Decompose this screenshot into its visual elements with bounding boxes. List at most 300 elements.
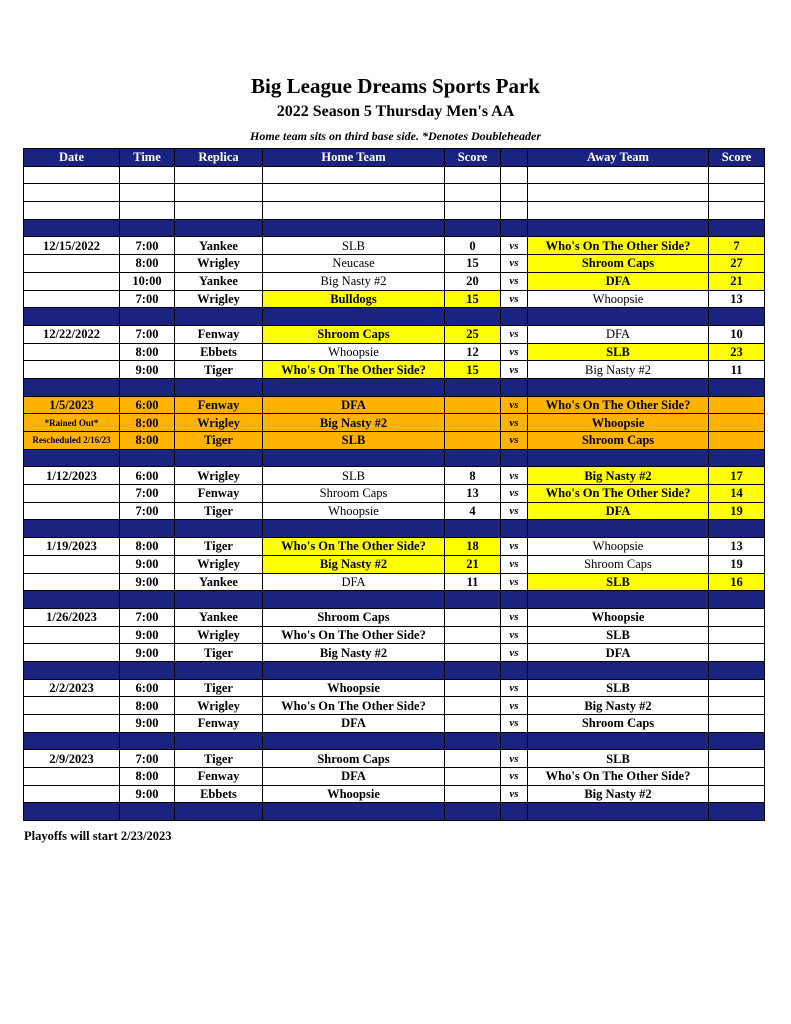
separator-cell bbox=[501, 520, 528, 538]
separator-row bbox=[24, 661, 765, 679]
separator-cell bbox=[24, 219, 120, 237]
away-team-cell: Shroom Caps bbox=[528, 555, 709, 573]
vs-cell: vs bbox=[501, 644, 528, 662]
home-team-cell: DFA bbox=[263, 573, 445, 591]
separator-cell bbox=[709, 449, 765, 467]
separator-cell bbox=[120, 219, 175, 237]
separator-cell bbox=[709, 219, 765, 237]
col-header-time: Time bbox=[120, 149, 175, 167]
date-cell: 1/12/2023 bbox=[24, 467, 120, 485]
home-team-cell: Shroom Caps bbox=[263, 608, 445, 626]
rainout-row bbox=[24, 414, 765, 432]
time-cell: 8:00 bbox=[120, 432, 175, 450]
separator-cell bbox=[528, 803, 709, 821]
game-row bbox=[24, 644, 765, 662]
separator-cell bbox=[709, 803, 765, 821]
date-cell bbox=[24, 361, 120, 379]
away-score-cell: 16 bbox=[709, 573, 765, 591]
blank-cell bbox=[175, 166, 263, 184]
replica-cell: Wrigley bbox=[175, 414, 263, 432]
home-score-cell bbox=[445, 715, 501, 733]
home-team-cell: Who's On The Other Side? bbox=[263, 538, 445, 556]
away-team-cell: DFA bbox=[528, 272, 709, 290]
blank-cell bbox=[24, 202, 120, 220]
replica-cell: Tiger bbox=[175, 538, 263, 556]
table-header-row bbox=[24, 149, 765, 167]
home-score-cell: 12 bbox=[445, 343, 501, 361]
vs-cell: vs bbox=[501, 679, 528, 697]
separator-cell bbox=[445, 661, 501, 679]
blank-cell bbox=[528, 184, 709, 202]
time-cell: 7:00 bbox=[120, 325, 175, 343]
date-cell: 1/26/2023 bbox=[24, 608, 120, 626]
page-subtitle: 2022 Season 5 Thursday Men's AA bbox=[276, 103, 515, 120]
time-cell: 9:00 bbox=[120, 555, 175, 573]
separator-cell bbox=[501, 378, 528, 396]
separator-row bbox=[24, 219, 765, 237]
separator-cell bbox=[528, 378, 709, 396]
away-score-cell bbox=[709, 750, 765, 768]
blank-cell bbox=[528, 202, 709, 220]
date-cell: Rescheduled 2/16/23 bbox=[24, 432, 120, 450]
home-team-cell: SLB bbox=[263, 432, 445, 450]
away-score-cell bbox=[709, 608, 765, 626]
home-score-cell: 11 bbox=[445, 573, 501, 591]
separator-cell bbox=[24, 732, 120, 750]
game-row bbox=[24, 485, 765, 503]
game-row bbox=[24, 502, 765, 520]
separator-cell bbox=[263, 219, 445, 237]
separator-cell bbox=[263, 732, 445, 750]
game-row bbox=[24, 538, 765, 556]
game-row bbox=[24, 237, 765, 255]
separator-cell bbox=[445, 219, 501, 237]
home-score-cell: 25 bbox=[445, 325, 501, 343]
away-score-cell bbox=[709, 626, 765, 644]
separator-cell bbox=[175, 520, 263, 538]
blank-cell bbox=[709, 202, 765, 220]
away-team-cell: Who's On The Other Side? bbox=[528, 396, 709, 414]
game-row bbox=[24, 750, 765, 768]
replica-cell: Tiger bbox=[175, 361, 263, 379]
time-cell: 8:00 bbox=[120, 343, 175, 361]
vs-cell: vs bbox=[501, 414, 528, 432]
blank-cell bbox=[528, 166, 709, 184]
time-cell: 9:00 bbox=[120, 361, 175, 379]
game-row bbox=[24, 272, 765, 290]
blank-cell bbox=[709, 166, 765, 184]
home-team-cell: DFA bbox=[263, 768, 445, 786]
blank-cell bbox=[501, 202, 528, 220]
separator-cell bbox=[120, 308, 175, 326]
separator-row bbox=[24, 308, 765, 326]
date-cell bbox=[24, 715, 120, 733]
replica-cell: Tiger bbox=[175, 432, 263, 450]
game-row bbox=[24, 626, 765, 644]
home-score-cell bbox=[445, 697, 501, 715]
blank-cell bbox=[501, 184, 528, 202]
home-score-cell bbox=[445, 432, 501, 450]
separator-cell bbox=[445, 449, 501, 467]
separator-cell bbox=[709, 591, 765, 609]
home-score-cell bbox=[445, 626, 501, 644]
separator-cell bbox=[120, 803, 175, 821]
blank-cell bbox=[501, 166, 528, 184]
home-team-cell: Whoopsie bbox=[263, 679, 445, 697]
home-team-cell: Shroom Caps bbox=[263, 750, 445, 768]
separator-cell bbox=[501, 732, 528, 750]
separator-cell bbox=[24, 661, 120, 679]
time-cell: 7:00 bbox=[120, 608, 175, 626]
blank-cell bbox=[445, 184, 501, 202]
schedule-table bbox=[23, 148, 765, 821]
home-team-cell: SLB bbox=[263, 467, 445, 485]
date-cell bbox=[24, 644, 120, 662]
blank-cell bbox=[24, 184, 120, 202]
game-row bbox=[24, 573, 765, 591]
game-row bbox=[24, 715, 765, 733]
home-score-cell: 0 bbox=[445, 237, 501, 255]
separator-cell bbox=[120, 661, 175, 679]
col-header-replica: Replica bbox=[175, 149, 263, 167]
replica-cell: Fenway bbox=[175, 768, 263, 786]
separator-row bbox=[24, 803, 765, 821]
separator-cell bbox=[120, 732, 175, 750]
separator-cell bbox=[175, 732, 263, 750]
separator-cell bbox=[501, 449, 528, 467]
col-header-date: Date bbox=[24, 149, 120, 167]
away-team-cell: DFA bbox=[528, 644, 709, 662]
replica-cell: Wrigley bbox=[175, 255, 263, 273]
separator-cell bbox=[24, 520, 120, 538]
time-cell: 9:00 bbox=[120, 785, 175, 803]
time-cell: 10:00 bbox=[120, 272, 175, 290]
vs-cell: vs bbox=[501, 538, 528, 556]
home-score-cell: 15 bbox=[445, 290, 501, 308]
date-cell bbox=[24, 573, 120, 591]
vs-cell: vs bbox=[501, 396, 528, 414]
away-team-cell: SLB bbox=[528, 573, 709, 591]
away-team-cell: DFA bbox=[528, 502, 709, 520]
page-title: Big League Dreams Sports Park bbox=[251, 74, 540, 98]
replica-cell: Wrigley bbox=[175, 555, 263, 573]
vs-cell: vs bbox=[501, 555, 528, 573]
home-team-cell: Who's On The Other Side? bbox=[263, 697, 445, 715]
replica-cell: Yankee bbox=[175, 272, 263, 290]
home-team-cell: Big Nasty #2 bbox=[263, 272, 445, 290]
away-team-cell: SLB bbox=[528, 750, 709, 768]
date-cell bbox=[24, 343, 120, 361]
date-cell bbox=[24, 290, 120, 308]
separator-cell bbox=[501, 591, 528, 609]
time-cell: 8:00 bbox=[120, 255, 175, 273]
time-cell: 7:00 bbox=[120, 502, 175, 520]
away-score-cell bbox=[709, 768, 765, 786]
replica-cell: Yankee bbox=[175, 573, 263, 591]
separator-cell bbox=[175, 378, 263, 396]
home-score-cell bbox=[445, 750, 501, 768]
home-score-cell: 18 bbox=[445, 538, 501, 556]
away-score-cell: 19 bbox=[709, 502, 765, 520]
blank-cell bbox=[263, 202, 445, 220]
separator-cell bbox=[263, 591, 445, 609]
replica-cell: Tiger bbox=[175, 750, 263, 768]
away-score-cell bbox=[709, 644, 765, 662]
vs-cell: vs bbox=[501, 750, 528, 768]
away-team-cell: Big Nasty #2 bbox=[528, 467, 709, 485]
col-header-vs bbox=[501, 149, 528, 167]
time-cell: 7:00 bbox=[120, 290, 175, 308]
separator-cell bbox=[528, 308, 709, 326]
separator-cell bbox=[501, 219, 528, 237]
home-team-cell: Big Nasty #2 bbox=[263, 555, 445, 573]
separator-cell bbox=[445, 803, 501, 821]
time-cell: 9:00 bbox=[120, 715, 175, 733]
game-row bbox=[24, 255, 765, 273]
date-cell bbox=[24, 272, 120, 290]
blank-row bbox=[24, 166, 765, 184]
time-cell: 7:00 bbox=[120, 485, 175, 503]
time-cell: 9:00 bbox=[120, 626, 175, 644]
col-header-home-score: Score bbox=[445, 149, 501, 167]
vs-cell: vs bbox=[501, 255, 528, 273]
vs-cell: vs bbox=[501, 573, 528, 591]
blank-cell bbox=[175, 202, 263, 220]
replica-cell: Wrigley bbox=[175, 697, 263, 715]
vs-cell: vs bbox=[501, 785, 528, 803]
home-score-cell: 15 bbox=[445, 255, 501, 273]
vs-cell: vs bbox=[501, 608, 528, 626]
blank-row bbox=[24, 184, 765, 202]
vs-cell: vs bbox=[501, 715, 528, 733]
replica-cell: Ebbets bbox=[175, 785, 263, 803]
separator-cell bbox=[528, 732, 709, 750]
date-cell: *Rained Out* bbox=[24, 414, 120, 432]
rainout-row bbox=[24, 396, 765, 414]
time-cell: 8:00 bbox=[120, 768, 175, 786]
home-team-cell: Whoopsie bbox=[263, 343, 445, 361]
vs-cell: vs bbox=[501, 502, 528, 520]
away-team-cell: Whoopsie bbox=[528, 290, 709, 308]
col-header-away-team: Away Team bbox=[528, 149, 709, 167]
separator-cell bbox=[528, 661, 709, 679]
game-row bbox=[24, 679, 765, 697]
date-cell bbox=[24, 502, 120, 520]
away-score-cell: 27 bbox=[709, 255, 765, 273]
replica-cell: Ebbets bbox=[175, 343, 263, 361]
home-score-cell bbox=[445, 679, 501, 697]
away-score-cell bbox=[709, 697, 765, 715]
game-row bbox=[24, 785, 765, 803]
vs-cell: vs bbox=[501, 697, 528, 715]
time-cell: 9:00 bbox=[120, 644, 175, 662]
replica-cell: Yankee bbox=[175, 608, 263, 626]
away-team-cell: Big Nasty #2 bbox=[528, 361, 709, 379]
date-cell bbox=[24, 255, 120, 273]
date-cell bbox=[24, 697, 120, 715]
separator-cell bbox=[120, 520, 175, 538]
home-team-cell: DFA bbox=[263, 396, 445, 414]
separator-cell bbox=[175, 308, 263, 326]
away-team-cell: DFA bbox=[528, 325, 709, 343]
separator-row bbox=[24, 732, 765, 750]
replica-cell: Wrigley bbox=[175, 467, 263, 485]
replica-cell: Fenway bbox=[175, 325, 263, 343]
away-team-cell: Whoopsie bbox=[528, 608, 709, 626]
date-cell bbox=[24, 785, 120, 803]
home-score-cell bbox=[445, 785, 501, 803]
replica-cell: Fenway bbox=[175, 715, 263, 733]
separator-cell bbox=[528, 591, 709, 609]
away-score-cell bbox=[709, 785, 765, 803]
time-cell: 8:00 bbox=[120, 414, 175, 432]
date-cell bbox=[24, 768, 120, 786]
separator-cell bbox=[445, 308, 501, 326]
home-team-cell: Big Nasty #2 bbox=[263, 414, 445, 432]
away-team-cell: Who's On The Other Side? bbox=[528, 485, 709, 503]
time-cell: 9:00 bbox=[120, 573, 175, 591]
separator-cell bbox=[709, 732, 765, 750]
replica-cell: Wrigley bbox=[175, 290, 263, 308]
separator-row bbox=[24, 378, 765, 396]
replica-cell: Tiger bbox=[175, 502, 263, 520]
away-score-cell: 14 bbox=[709, 485, 765, 503]
vs-cell: vs bbox=[501, 485, 528, 503]
separator-cell bbox=[175, 803, 263, 821]
col-header-home-team: Home Team bbox=[263, 149, 445, 167]
date-cell: 2/2/2023 bbox=[24, 679, 120, 697]
game-row bbox=[24, 343, 765, 361]
away-score-cell bbox=[709, 414, 765, 432]
separator-cell bbox=[528, 219, 709, 237]
time-cell: 7:00 bbox=[120, 750, 175, 768]
blank-cell bbox=[120, 184, 175, 202]
vs-cell: vs bbox=[501, 325, 528, 343]
blank-cell bbox=[24, 166, 120, 184]
home-score-cell bbox=[445, 414, 501, 432]
away-team-cell: SLB bbox=[528, 343, 709, 361]
away-team-cell: Big Nasty #2 bbox=[528, 697, 709, 715]
blank-cell bbox=[445, 166, 501, 184]
blank-cell bbox=[120, 202, 175, 220]
separator-row bbox=[24, 449, 765, 467]
replica-cell: Wrigley bbox=[175, 626, 263, 644]
time-cell: 6:00 bbox=[120, 396, 175, 414]
home-team-cell: Whoopsie bbox=[263, 785, 445, 803]
date-cell bbox=[24, 626, 120, 644]
game-row bbox=[24, 467, 765, 485]
away-score-cell bbox=[709, 432, 765, 450]
home-team-cell: Shroom Caps bbox=[263, 325, 445, 343]
separator-cell bbox=[263, 661, 445, 679]
blank-row bbox=[24, 202, 765, 220]
date-cell: 12/22/2022 bbox=[24, 325, 120, 343]
away-team-cell: SLB bbox=[528, 679, 709, 697]
vs-cell: vs bbox=[501, 343, 528, 361]
replica-cell: Tiger bbox=[175, 679, 263, 697]
away-team-cell: Shroom Caps bbox=[528, 715, 709, 733]
separator-cell bbox=[445, 378, 501, 396]
vs-cell: vs bbox=[501, 237, 528, 255]
home-team-cell: Bulldogs bbox=[263, 290, 445, 308]
away-score-cell: 7 bbox=[709, 237, 765, 255]
replica-cell: Yankee bbox=[175, 237, 263, 255]
separator-cell bbox=[528, 520, 709, 538]
separator-cell bbox=[175, 591, 263, 609]
separator-cell bbox=[175, 449, 263, 467]
home-team-cell: SLB bbox=[263, 237, 445, 255]
home-score-cell bbox=[445, 644, 501, 662]
time-cell: 8:00 bbox=[120, 538, 175, 556]
date-cell bbox=[24, 555, 120, 573]
away-score-cell: 23 bbox=[709, 343, 765, 361]
vs-cell: vs bbox=[501, 768, 528, 786]
game-row bbox=[24, 361, 765, 379]
vs-cell: vs bbox=[501, 272, 528, 290]
vs-cell: vs bbox=[501, 467, 528, 485]
home-score-cell bbox=[445, 608, 501, 626]
separator-cell bbox=[263, 378, 445, 396]
blank-cell bbox=[120, 166, 175, 184]
separator-row bbox=[24, 520, 765, 538]
blank-cell bbox=[445, 202, 501, 220]
separator-cell bbox=[709, 520, 765, 538]
away-score-cell bbox=[709, 679, 765, 697]
home-team-cell: Neucase bbox=[263, 255, 445, 273]
game-row bbox=[24, 768, 765, 786]
separator-row bbox=[24, 591, 765, 609]
blank-cell bbox=[175, 184, 263, 202]
away-score-cell: 19 bbox=[709, 555, 765, 573]
date-cell: 1/19/2023 bbox=[24, 538, 120, 556]
away-team-cell: Who's On The Other Side? bbox=[528, 237, 709, 255]
away-score-cell: 10 bbox=[709, 325, 765, 343]
date-cell bbox=[24, 485, 120, 503]
playoffs-note: Playoffs will start 2/23/2023 bbox=[24, 829, 172, 843]
home-score-cell: 13 bbox=[445, 485, 501, 503]
separator-cell bbox=[263, 803, 445, 821]
vs-cell: vs bbox=[501, 290, 528, 308]
rainout-row bbox=[24, 432, 765, 450]
game-row bbox=[24, 697, 765, 715]
vs-cell: vs bbox=[501, 361, 528, 379]
separator-cell bbox=[24, 449, 120, 467]
time-cell: 7:00 bbox=[120, 237, 175, 255]
home-team-cell: Big Nasty #2 bbox=[263, 644, 445, 662]
home-team-cell: DFA bbox=[263, 715, 445, 733]
time-cell: 6:00 bbox=[120, 467, 175, 485]
away-team-cell: Shroom Caps bbox=[528, 432, 709, 450]
separator-cell bbox=[501, 803, 528, 821]
away-score-cell: 13 bbox=[709, 290, 765, 308]
home-team-cell: Shroom Caps bbox=[263, 485, 445, 503]
away-score-cell bbox=[709, 396, 765, 414]
date-cell: 2/9/2023 bbox=[24, 750, 120, 768]
game-row bbox=[24, 608, 765, 626]
vs-cell: vs bbox=[501, 432, 528, 450]
replica-cell: Fenway bbox=[175, 396, 263, 414]
time-cell: 6:00 bbox=[120, 679, 175, 697]
away-team-cell: Whoopsie bbox=[528, 538, 709, 556]
away-score-cell: 13 bbox=[709, 538, 765, 556]
away-team-cell: SLB bbox=[528, 626, 709, 644]
home-team-cell: Who's On The Other Side? bbox=[263, 626, 445, 644]
separator-cell bbox=[120, 378, 175, 396]
blank-cell bbox=[263, 166, 445, 184]
col-header-away-score: Score bbox=[709, 149, 765, 167]
home-team-cell: Who's On The Other Side? bbox=[263, 361, 445, 379]
separator-cell bbox=[263, 520, 445, 538]
